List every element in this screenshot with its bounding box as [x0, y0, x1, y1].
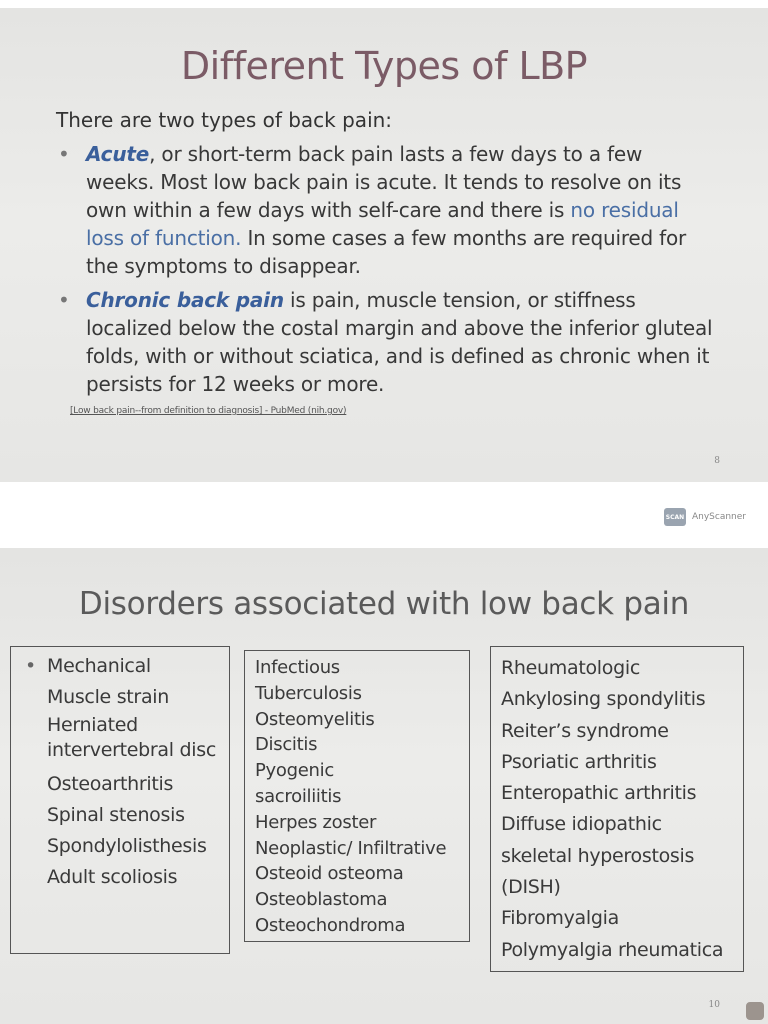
list-item: sacroiliitis [255, 785, 342, 807]
scanner-watermark [664, 508, 746, 526]
list-item: Psoriatic arthritis [501, 750, 657, 773]
list-item: Discitis [255, 734, 318, 756]
list-item: Adult scoliosis [47, 866, 178, 888]
list-item: Ankylosing spondylitis [501, 688, 706, 711]
intro-text: There are two types of back pain: [56, 108, 393, 132]
list-item: Fibromyalgia [501, 907, 619, 930]
list-item: Enteropathic arthritis [501, 782, 697, 805]
bullet-dot-icon: • [58, 142, 70, 166]
acute-text-a: , or short-term back pain lasts a few days to a few weeks. Most low back pain is acute. It tends to resolve on its own within a few days with self-care and there is [86, 142, 682, 222]
bullet-chronic [56, 286, 716, 398]
list-item: (DISH) [501, 876, 561, 899]
term-chronic: Chronic back pain [86, 288, 284, 312]
acute-text-b: In some cases a few months are required for the symptoms to disappear. [86, 226, 687, 278]
list-item: Diffuse idiopathic [501, 813, 662, 836]
list-item: Spinal stenosis [47, 804, 185, 826]
rheumatologic-box [490, 646, 744, 972]
list-item: Polymyalgia rheumatica [501, 938, 724, 961]
list-item: Osteoblastoma [255, 889, 388, 911]
list-item: Herpes zoster [255, 811, 377, 833]
list-item: Pyogenic [255, 760, 334, 782]
list-item: Herniated intervertebral disc [47, 714, 216, 761]
mechanical-box [10, 646, 230, 954]
list-item: Spondylolisthesis [47, 835, 207, 857]
slide-disorders [0, 548, 768, 1024]
list-item: Osteomyelitis [255, 708, 375, 730]
chronic-text: is pain, muscle tension, or stiffness localized below the costal margin and above the inferior gluteal folds, with or without sciatica, and is defined as chronic when it persists for 12 weeks or more. [86, 288, 713, 396]
list-item: skeletal hyperostosis [501, 844, 695, 867]
list-item: Infectious [255, 657, 340, 678]
list-item: Neoplastic/ Infiltrative [255, 837, 447, 859]
list-item: Osteochondroma [255, 914, 406, 936]
corner-thumbnail-icon [746, 1002, 764, 1020]
citation-link[interactable]: [Low back pain--from definition to diagnosis] - PubMed (nih.gov) [70, 406, 347, 416]
list-item: Mechanical [47, 655, 151, 677]
scanner-logo-icon: SCAN [664, 508, 686, 526]
slide-title: Different Types of LBP [180, 44, 588, 88]
page-number: 8 [714, 456, 720, 466]
bullet-list [56, 140, 716, 404]
bullet-acute [56, 140, 716, 280]
list-item: Muscle strain [47, 686, 170, 708]
infectious-box [244, 650, 470, 942]
slide-title: Disorders associated with low back pain [78, 586, 690, 622]
scanner-label: AnyScanner [691, 512, 746, 522]
slide-lbp-types [0, 8, 768, 482]
list-item: Rheumatologic [501, 657, 640, 679]
term-acute: Acute [86, 142, 150, 166]
list-item: Osteoid osteoma [255, 863, 404, 885]
list-item: Tuberculosis [255, 682, 362, 704]
list-item: Reiter’s syndrome [501, 719, 669, 742]
page-number: 10 [708, 1000, 720, 1010]
bullet-dot-icon: • [25, 655, 36, 677]
acute-highlight: no residual loss of function. [86, 198, 679, 250]
bullet-dot-icon: • [58, 288, 70, 312]
list-item: Osteoarthritis [47, 773, 174, 795]
